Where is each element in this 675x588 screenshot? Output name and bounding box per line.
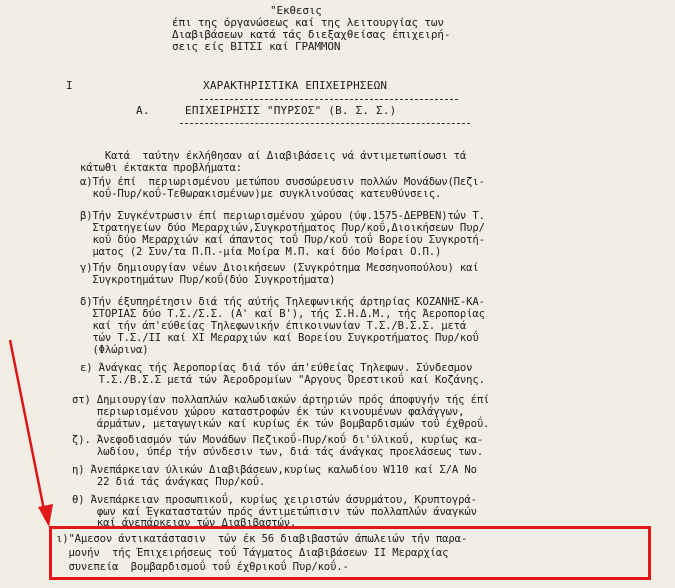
body-line: 22 διά τάς άνάγκας Πυρ/κοΰ. [72,476,266,488]
body-line: περιωρισμένου χώρου καταστροφών έκ τών κινουμένων φαλάγγων, [72,406,465,418]
report-subheading-line-2: Διαβιβάσεων κατά τάς διεξαχθείσας έπιχειρή- [172,28,451,41]
body-line: άρμάτων, μεταγωγικών καί κυρίως έκ τών βομβαρδισμών τοΰ έχθροΰ. [72,418,490,430]
highlighted-item-line: ι)"Αμεσον άντικατάστασιν τών έκ 56 διαβιβαστών άπωλειών τήν παρα- [56,533,468,545]
report-heading: "Εκθεσις [270,4,322,17]
body-line: ε) Άνάγκας τής Άεροπορίας διά τόν άπ'εύθείας Τηλεφων. Σύνδεσμον [80,362,473,374]
body-line: ματος (2 Συν/τα Π.Π.-μία Μοίρα Μ.Π. καί δύο Μοίραι Ο.Π.) [80,246,442,258]
body-line: καί άνεπάρκειαν τών Διαβιβαστών. [72,517,297,529]
body-line: κάτωθι έκτακτα προβλήματα: [80,162,242,174]
body-line: Στρατηγείων δύο Μεραρχιών,Συγκροτήματος Πυρ/κοΰ,Διοικήσεων Πυρ/ [80,222,485,234]
body-line: φων καί Έγκαταστατών πρός άντιμετώπισιν τών πολλαπλών άναγκών [72,506,477,518]
body-line: δ)Τήν έξυπηρέτησιν διά τής αύτής Τηλεφωνικής άρτηρίας ΚΟΖΑΝΗΣ-ΚΑ- [80,296,485,308]
highlighted-item-line: συνεπεία βομβαρδισμοΰ τοΰ έχθρικοΰ Πυρ/κοΰ.- [56,561,349,573]
body-line: στ) Δημιουργίαν πολλαπλών καλωδιακών άρτηριών πρός άποφυγήν τής έπί [72,394,490,406]
body-line: α)Τήν έπί περιωρισμένου μετώπου συσσώρευσιν πολλών Μονάδων(Πεζι- [80,176,485,188]
report-subheading-line-1: έπι της όργανώσεως καί της λειτουργίας των [172,16,444,29]
section-number-a: Α. [136,104,150,117]
body-line: Κατά ταύτην έκλήθησαν αί Διαβιβάσεις νά άντιμετωπίσωσι τά [80,150,467,162]
body-line: (Φλώρινα) [80,344,149,356]
body-line: β)Τήν Συγκέντρωσιν έπί περιωρισμένου χώρου (ύψ.1575-ΔΕΡΒΕΝ)τών Τ. [80,210,485,222]
body-line: γ)Τήν δημιουργίαν νέων Διοικήσεων (Συγκρότημα Μεσσηνοπούλου) καί [80,262,479,274]
body-line: ΣΤΟΡΙΑΣ δύο Τ.Σ./Σ.Σ. (Α' καί Β'), τής Σ.Η.Δ.Μ., τής Άεροπορίας [80,308,485,320]
section-number-i: I [66,79,73,92]
body-line: τών Τ.Σ./ΙΙ καί ΧΙ Μεραρχιών καί Βορείου Συγκροτήματος Πυρ/κοΰ [80,332,479,344]
body-line: Συγκροτημάτων Πυρ/κοΰ(δύο Συγκροτήματα) [80,274,336,286]
body-line: η) Άνεπάρκειαν ύλικών Διαβιβάσεων,κυρίως καλωδίου W110 καί Σ/Α Νο [72,464,477,476]
body-line: Τ.Σ./Β.Σ.Σ μετά τών Άεροδρομίων "Αργους Όρεστικοΰ καί Κοζάνης. [80,374,485,386]
body-line: κοΰ δύο Μεραρχιών καί άπαντος τοΰ Πυρ/κοΰ τοΰ Βορείου Συγκροτή- [80,234,485,246]
body-line: καί τήν άπ'εύθείας Τηλεφωνικήν έπικοινωνίαν Τ.Σ./Β.Σ.Σ. μετά [80,320,467,332]
body-line: κοΰ-Πυρ/κοΰ-Τεθωρακισμένων)με συγκλινούσας κατευθύνσεις. [80,188,442,200]
body-line: λωδίου, ύπέρ τήν σύνδεσιν των, διά τάς άνάγκας προελάσεως των. [72,446,484,458]
body-line: ζ). Άνεφοδιασμόν τών Μονάδων Πεζικοΰ-Πυρ/κοΰ δι'ύλικοΰ, κυρίως κα- [72,434,484,446]
section-title-a: ΕΠΙΧΕΙΡΗΣΙΣ "ΠΥΡΣΟΣ" (Β. Σ. Σ.) [185,104,397,117]
section-title-i: ΧΑΡΑΚΤΗΡΙΣΤΙΚΑ ΕΠΙΧΕΙΡΗΣΕΩΝ [203,79,388,92]
highlighted-item-line: μονήν τής Έπιχειρήσεως τοΰ Τάγματος Διαβιβάσεων ΙΙ Μεραρχίας [56,547,449,559]
report-subheading-line-3: σεις είς ΒΙΤΣΙ καί ΓΡΑΜΜΟΝ [172,40,341,53]
body-line: θ) Άνεπάρκειαν προσωπικοΰ, κυρίως χειριστών άσυρμάτου, Κρυπτογρά- [72,494,477,506]
